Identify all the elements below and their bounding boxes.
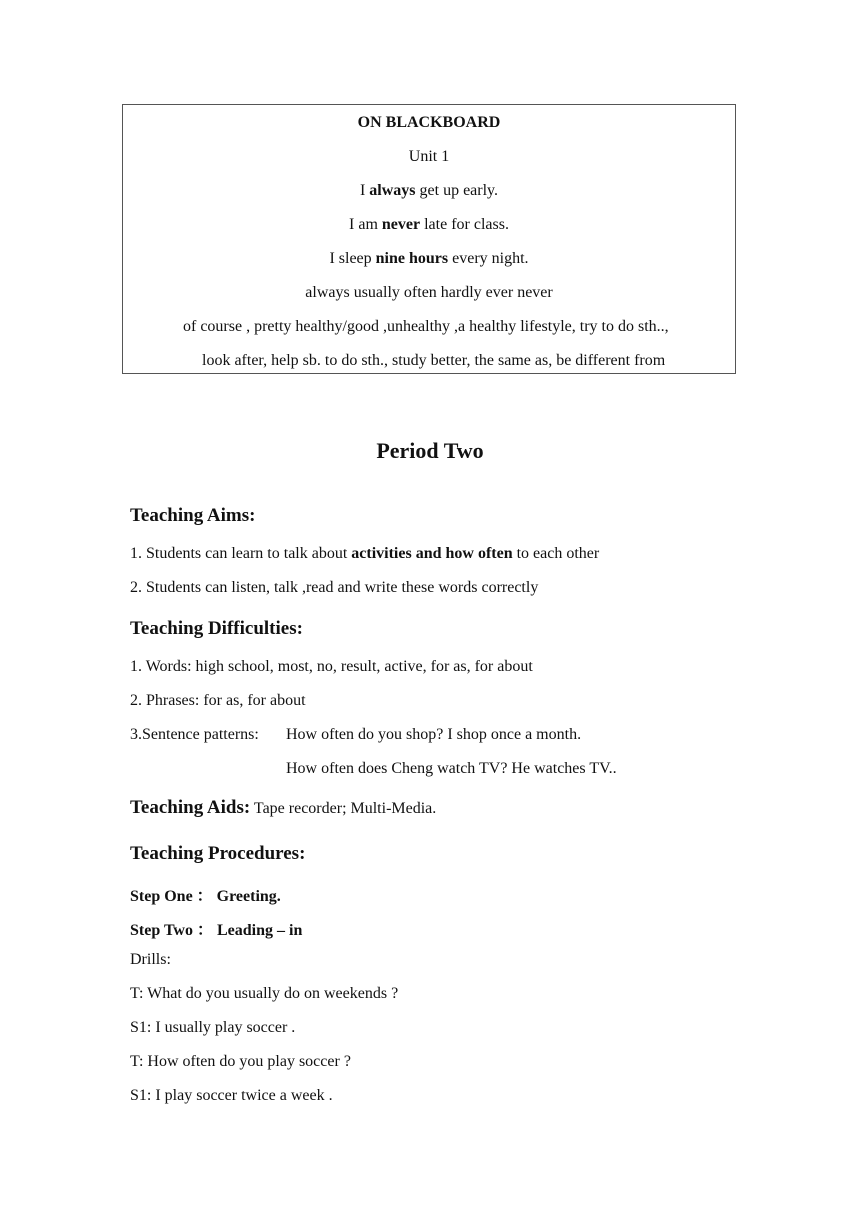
step-one: Step One ： Greeting. <box>130 888 281 905</box>
period-title: Period Two <box>376 438 484 463</box>
teaching-aims-item-1-keyword: activities and how often <box>351 545 513 562</box>
blackboard-line-1 <box>123 182 735 200</box>
blackboard-phrases-1: of course , pretty healthy/good ,unhealthy ,a healthy lifestyle, try to do sth.., <box>183 318 669 335</box>
teaching-aids-text: Tape recorder; Multi-Media. <box>250 800 437 817</box>
teaching-aids <box>130 797 436 819</box>
drill-line: T: What do you usually do on weekends ? <box>130 985 399 1002</box>
blackboard-line-3-keyword: nine hours <box>375 250 449 267</box>
teaching-aids-heading: Teaching Aids: <box>130 797 251 818</box>
blackboard-heading: ON BLACKBOARD <box>357 114 501 131</box>
teaching-procedures-heading: Teaching Procedures: <box>130 843 306 864</box>
blackboard-line-3 <box>123 250 735 268</box>
blackboard-line-2-pre: I am <box>349 216 382 233</box>
sentence-patterns-label: 3.Sentence patterns: <box>130 726 259 743</box>
drill-line: T: How often do you play soccer ? <box>130 1053 351 1070</box>
drill-line: S1: I usually play soccer . <box>130 1019 296 1036</box>
blackboard-line-1-pre: I <box>359 182 370 199</box>
blackboard-frequency-words: always usually often hardly ever never <box>305 284 553 301</box>
teaching-aims-heading: Teaching Aims: <box>130 505 256 526</box>
drills-label: Drills: <box>130 951 171 968</box>
sentence-pattern-2: How often does Cheng watch TV? He watches TV.. <box>286 760 617 777</box>
step-two: Step Two ： Leading – in <box>130 922 303 939</box>
blackboard-line-1-post: get up early. <box>415 182 499 199</box>
blackboard-line-2 <box>123 216 735 234</box>
blackboard-line-1-keyword: always <box>369 182 416 199</box>
blackboard-box <box>122 104 736 374</box>
blackboard-phrases-2: look after, help sb. to do sth., study better, the same as, be different from <box>202 352 666 369</box>
sentence-pattern-1: How often do you shop? I shop once a month. <box>286 726 582 743</box>
teaching-aims-item-1-pre: 1. Students can learn to talk about <box>130 545 352 562</box>
blackboard-line-3-post: every night. <box>448 250 529 267</box>
teaching-difficulties-item-2: 2. Phrases: for as, for about <box>130 692 306 709</box>
teaching-aims-item-2: 2. Students can listen, talk ,read and write these words correctly <box>130 579 539 596</box>
teaching-difficulties-item-1: 1. Words: high school, most, no, result, active, for as, for about <box>130 658 533 675</box>
blackboard-unit: Unit 1 <box>408 148 450 165</box>
blackboard-line-2-post: late for class. <box>420 216 509 233</box>
teaching-aims-item-1-post: to each other <box>512 545 600 562</box>
blackboard-line-2-keyword: never <box>381 216 421 233</box>
drill-line: S1: I play soccer twice a week . <box>130 1087 333 1104</box>
teaching-aims-item-1 <box>130 545 599 563</box>
teaching-difficulties-heading: Teaching Difficulties: <box>130 618 303 639</box>
blackboard-line-3-pre: I sleep <box>329 250 376 267</box>
